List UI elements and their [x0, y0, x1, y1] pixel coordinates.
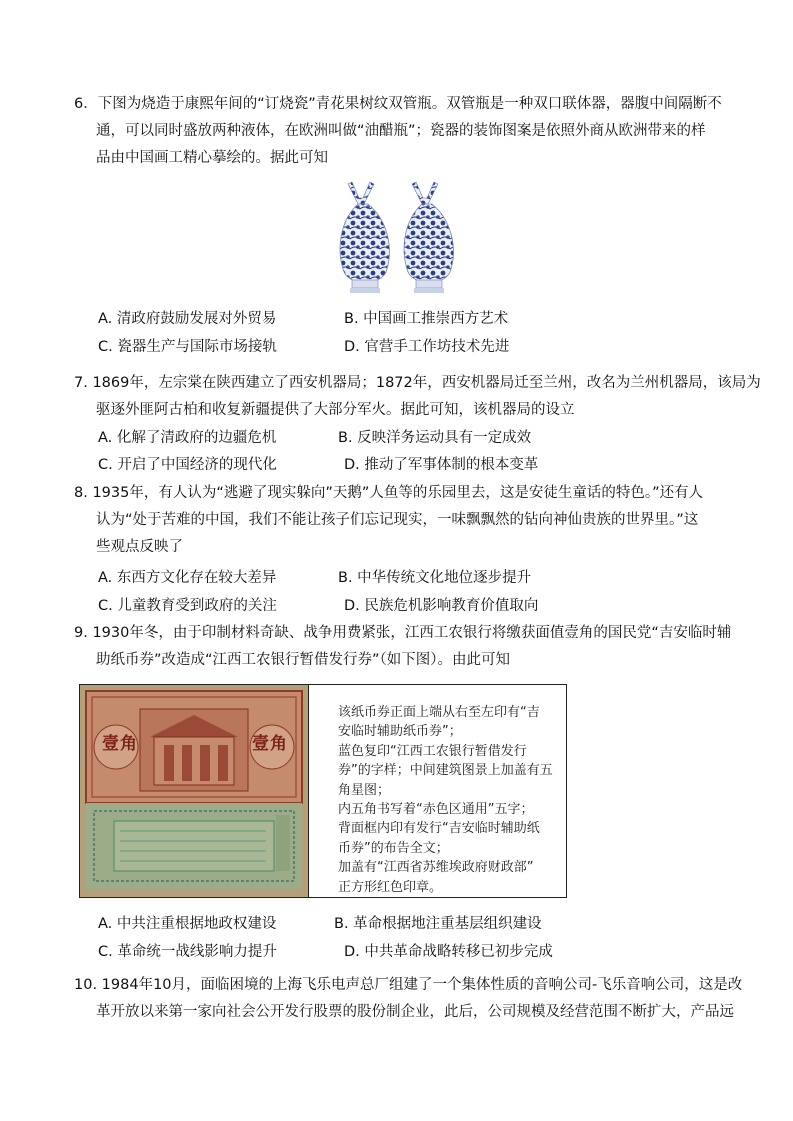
- q9-option-d[interactable]: D. 中共革命战略转移已初步完成: [344, 944, 553, 960]
- q7-option-a[interactable]: A. 化解了清政府的边疆危机: [98, 430, 277, 446]
- q6-line-2: 通，可以同时盛放两种液体，在欧洲叫做“油醋瓶”；瓷器的装饰图案是依照外商从欧洲带来的样: [96, 123, 706, 139]
- q7-option-c[interactable]: C. 开启了中国经济的现代化: [98, 457, 277, 473]
- note-line: 加盖有“江西省苏维埃政府财政部”: [338, 860, 534, 876]
- q8-line-2: 认为“处于苦难的中国，我们不能让孩子们忘记现实，一味飘飘然的钻向神仙贵族的世界里。”这: [96, 512, 699, 528]
- note-line: 内五角书写着“赤色区通用”五字；: [338, 802, 534, 818]
- note-line: 币券”的布告全文；: [338, 840, 449, 856]
- q6-option-d[interactable]: D. 官营手工作坊技术先进: [344, 339, 510, 355]
- note-line: 角星图；: [338, 782, 391, 798]
- q10-line-2: 革开放以来第一家向社会公开发行股票的股份制企业，此后，公司规模及经营范围不断扩大，产品远: [96, 1004, 734, 1020]
- question-10: [74, 972, 743, 1026]
- banknote-char-left2: 角: [120, 734, 137, 754]
- q6-option-a[interactable]: A. 清政府鼓励发展对外贸易: [98, 311, 277, 327]
- question-7: [74, 370, 761, 424]
- q8-line-3: 些观点反映了: [96, 539, 183, 555]
- q8-option-b[interactable]: B. 中华传统文化地位逐步提升: [338, 570, 532, 586]
- q10-line-1: 10. 1984年10月，面临困境的上海飞乐电声总厂组建了一个集体性质的音响公司-飞乐音响公司，这是改: [74, 977, 743, 993]
- q6-line-1: 6．下图为烧造于康熙年间的“订烧瓷”青花果树纹双管瓶。双管瓶是一种双口联体器，器腹中间隔断不: [74, 96, 722, 112]
- note-line: 安临时辅助纸币券”；: [338, 724, 462, 740]
- q6-option-c[interactable]: C. 瓷器生产与国际市场接轨: [98, 339, 277, 355]
- banknote-char-right: 壹: [252, 734, 269, 754]
- q7-option-d[interactable]: D. 推动了军事体制的根本变革: [344, 457, 539, 473]
- q8-line-1: 8. 1935年，有人认为“逃避了现实躲向”天鹅”人鱼等的乐园里去，这是安徒生童话的特色。”还有人: [74, 485, 704, 501]
- note-line: 正方形红色印章。: [338, 879, 443, 895]
- q8-option-a[interactable]: A. 东西方文化存在较大差异: [98, 570, 277, 586]
- q8-option-c[interactable]: C. 儿童教育受到政府的关注: [98, 598, 277, 614]
- note-line: 券”的字样；中间建筑图景上加盖有五: [338, 763, 553, 779]
- note-line: 该纸币券正面上端从右至左印有“吉: [338, 705, 540, 720]
- q9-option-a[interactable]: A. 中共注重根据地政权建设: [98, 916, 277, 932]
- banknote-image: [80, 685, 309, 897]
- q9-line-1: 9. 1930年冬，由于印制材料奇缺、战争用费紧张，江西工农银行将缴获面值壹角的国民党“吉安临时辅: [74, 625, 732, 641]
- question-8: [74, 480, 724, 561]
- q6-option-b[interactable]: B. 中国画工推崇西方艺术: [344, 311, 509, 327]
- q7-option-b[interactable]: B. 反映洋务运动具有一定成效: [338, 430, 532, 446]
- q7-line-1: 7. 1869年，左宗棠在陕西建立了西安机器局；1872年，西安机器局迁至兰州，改名为兰州机器局，该局为: [74, 375, 761, 391]
- note-line: 蓝色复印“江西工农银行暂借发行: [338, 743, 527, 759]
- banknote-char-right2: 角: [270, 734, 287, 754]
- q7-line-2: 驱逐外匪阿古柏和收复新疆提供了大部分军火。据此可知，该机器局的设立: [96, 402, 575, 418]
- q9-line-2: 助纸币券”改造成“江西工农银行暂借发行券”（如下图）。由此可知: [96, 652, 511, 668]
- q6-line-3: 品由中国画工精心摹绘的。据此可知: [96, 150, 328, 166]
- banknote-description: [338, 703, 556, 897]
- question-9: [74, 620, 732, 674]
- q8-option-d[interactable]: D. 民族危机影响教育价值取向: [344, 598, 539, 614]
- note-line: 背面框内印有发行“吉安临时辅助纸: [338, 821, 540, 837]
- double-tube-vase-image: [330, 180, 466, 302]
- banknote-figure: [79, 684, 567, 898]
- q9-option-b[interactable]: B. 革命根据地注重基层组织建设: [334, 916, 542, 932]
- question-6: [74, 91, 724, 172]
- banknote-char-left: 壹: [102, 734, 119, 754]
- q9-option-c[interactable]: C. 革命统一战线影响力提升: [98, 944, 277, 960]
